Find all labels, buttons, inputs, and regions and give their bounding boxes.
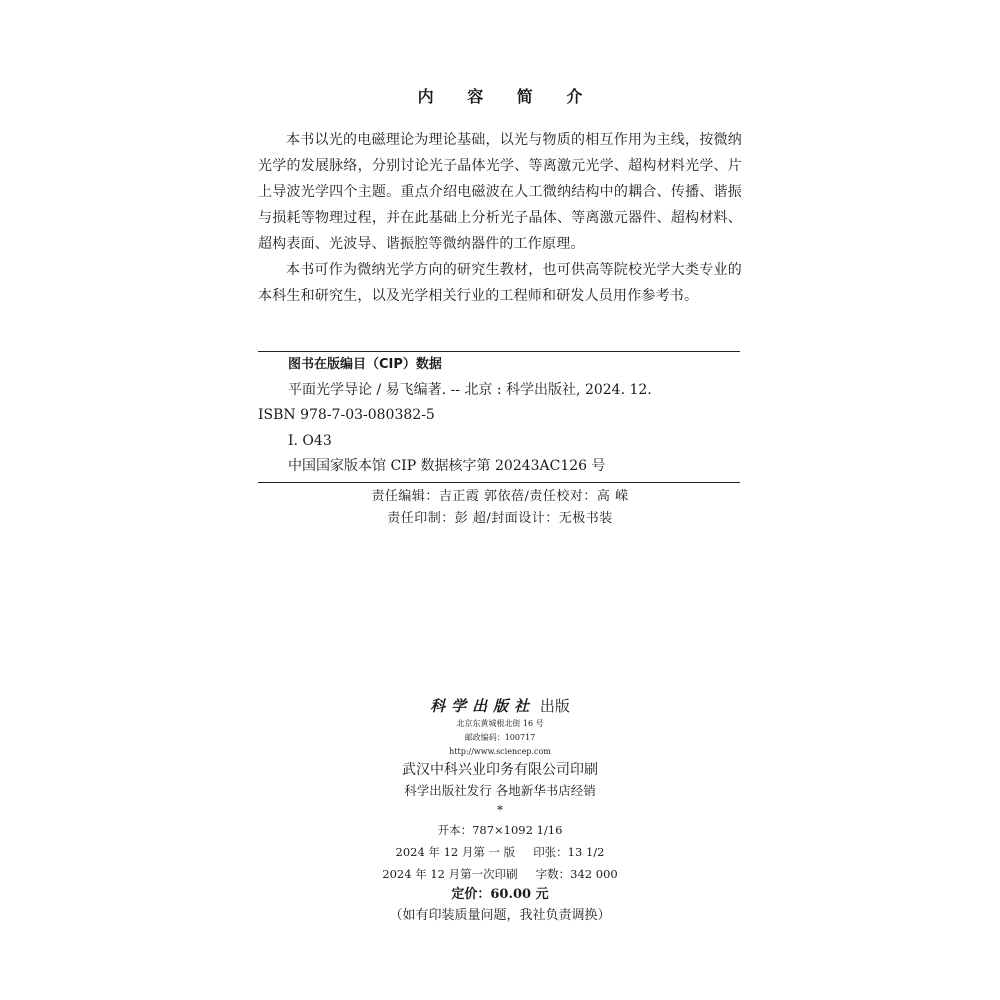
publisher-website: http://www.sciencep.com (449, 747, 551, 756)
summary-paragraph: 本书以光的电磁理论为理论基础，以光与物质的相互作用为主线，按微纳光学的发展脉络，分别讨论光子晶体光学、等离激元光学、超构材料光学、片上导波光学四个主题。重点介绍电磁波在人工微纳结构中的耦合、传播、谐振与损耗等物理过程，并在此基础上分析光子晶体、等离激元器件、超构材料、超构表面、光波导、谐振腔等微纳器件的工作原理。 (258, 132, 742, 252)
editor-line: 责任印制：彭 超/封面设计：无极书装 (387, 511, 613, 526)
publisher-postcode: 邮政编码：100717 (464, 733, 536, 742)
page-title: 内 容 简 介 (417, 87, 597, 106)
summary-paragraph: 本书可作为微纳光学方向的研究生教材，也可供高等院校光学大类专业的本科生和研究生，以及光学相关行业的工程师和研发人员用作参考书。 (258, 262, 742, 304)
cip-data-block (258, 351, 740, 483)
publisher-address: 北京东黄城根北街 16 号 (456, 719, 544, 728)
cip-heading: 图书在版编目（CIP）数据 (288, 357, 442, 372)
publisher-suffix: 出版 (539, 697, 570, 715)
edition: 2024 年 12 月第 一 版 (395, 845, 516, 859)
printing: 2024 年 12 月第一次印刷 (382, 867, 518, 881)
print-sheets: 印张：13 1/2 (533, 845, 605, 859)
editor-credits (0, 486, 1000, 530)
word-count: 字数：342 000 (535, 867, 618, 881)
cip-classification: I. O43 (288, 432, 332, 449)
content-summary (258, 127, 742, 309)
separator-star: * (497, 803, 503, 817)
printer: 武汉中科兴业印务有限公司印刷 (402, 762, 598, 778)
edition-row (0, 841, 1000, 863)
book-format: 开本：787×1092 1/16 (437, 823, 563, 837)
cip-number: 中国国家版本馆 CIP 数据核字第 20243AC126 号 (288, 458, 606, 474)
price: 定价：60.00 元 (451, 887, 549, 902)
printing-row (0, 863, 1000, 885)
cip-isbn: ISBN 978-7-03-080382-5 (258, 407, 435, 423)
cip-record: 平面光学导论 / 易飞编著. -- 北京 : 科学出版社, 2024. 12. (288, 381, 652, 398)
distribution: 科学出版社发行 各地新华书店经销 (404, 783, 596, 798)
publisher-brush-name: 科学出版社 (430, 697, 536, 715)
publisher-block (0, 695, 1000, 927)
editor-line: 责任编辑：吉正霞 郭依蓓/责任校对：高 嵘 (371, 489, 629, 504)
publisher-name (0, 695, 1000, 717)
quality-notice: （如有印装质量问题，我社负责调换） (389, 908, 611, 923)
